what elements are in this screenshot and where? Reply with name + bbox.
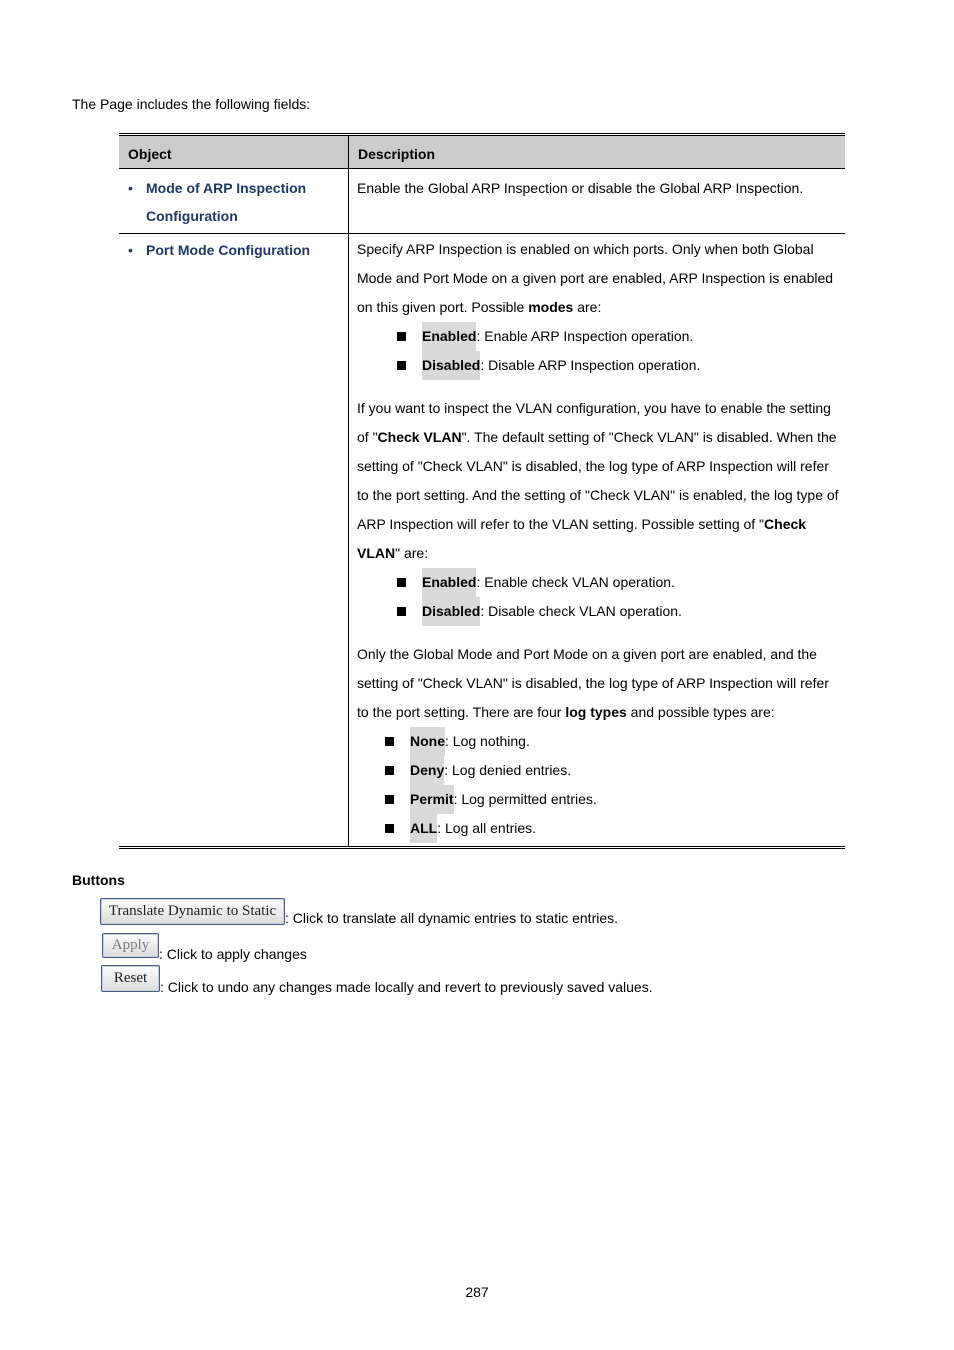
list-item: Deny : Log denied entries.	[385, 756, 839, 785]
button-description: : Click to apply changes	[159, 946, 307, 962]
square-bullet-icon	[397, 361, 406, 370]
fields-table	[119, 133, 845, 849]
table-row	[119, 169, 845, 234]
buttons-heading: Buttons	[72, 872, 125, 888]
logtypes-list	[357, 727, 839, 843]
table-header-row	[119, 135, 845, 169]
list-item: Enabled : Enable ARP Inspection operation.	[397, 322, 839, 351]
object-name-cont: Configuration	[146, 208, 238, 224]
object-name: Mode of ARP Inspection	[146, 180, 307, 196]
list-item: Disabled : Disable ARP Inspection operation.	[397, 351, 839, 380]
header-description: Description	[349, 135, 846, 169]
description-text: Enable the Global ARP Inspection or disable the Global ARP Inspection.	[357, 180, 804, 196]
description-paragraph: Specify ARP Inspection is enabled on which ports. Only when both Global Mode and Port Mode on a given port are enabled, ARP Inspection is enabled on this given port. Possible modes are:	[357, 241, 834, 315]
square-bullet-icon	[385, 766, 394, 775]
bullet-icon: •	[128, 180, 133, 196]
description-cell	[349, 169, 846, 234]
intro-text: The Page includes the following fields:	[72, 96, 311, 112]
apply-button[interactable]: Apply	[102, 933, 159, 958]
header-object: Object	[119, 135, 349, 169]
object-cell	[119, 234, 349, 848]
square-bullet-icon	[385, 795, 394, 804]
object-cell	[119, 169, 349, 234]
button-row	[100, 898, 618, 925]
button-description: : Click to translate all dynamic entries to static entries.	[285, 910, 619, 926]
modes-list	[357, 322, 839, 380]
square-bullet-icon	[397, 607, 406, 616]
object-name: Port Mode Configuration	[146, 242, 311, 258]
bullet-icon: •	[128, 242, 133, 258]
square-bullet-icon	[397, 578, 406, 587]
square-bullet-icon	[385, 824, 394, 833]
vlan-list	[357, 568, 839, 626]
list-item: Permit : Log permitted entries.	[385, 785, 839, 814]
list-item: ALL : Log all entries.	[385, 814, 839, 843]
description-paragraph: If you want to inspect the VLAN configuration, you have to enable the setting of "Check VLAN". The default setting of "Check VLAN" is disabled. When the setting of "Check VLAN" is disabled, the log type of ARP Inspection will refer to the port setting. And the setting of "Check VLAN" is enabled, the log type of ARP Inspection will refer to the VLAN setting. Possible setting of "Check VLAN" are:	[357, 400, 839, 561]
translate-dynamic-to-static-button[interactable]: Translate Dynamic to Static	[100, 898, 285, 925]
description-paragraph: Only the Global Mode and Port Mode on a given port are enabled, and the setting of "Check VLAN" is disabled, the log type of ARP Inspection will refer to the port setting. There are four log types and possible types are:	[357, 646, 829, 720]
button-row	[102, 933, 307, 962]
button-row	[101, 965, 653, 995]
square-bullet-icon	[385, 737, 394, 746]
page-number: 287	[465, 1284, 489, 1300]
list-item: Disabled : Disable check VLAN operation.	[397, 597, 839, 626]
list-item: None : Log nothing.	[385, 727, 839, 756]
table-row	[119, 234, 845, 848]
button-description: : Click to undo any changes made locally and revert to previously saved values.	[160, 979, 653, 995]
reset-button[interactable]: Reset	[101, 965, 160, 992]
description-cell	[349, 234, 846, 848]
square-bullet-icon	[397, 332, 406, 341]
list-item: Enabled : Enable check VLAN operation.	[397, 568, 839, 597]
